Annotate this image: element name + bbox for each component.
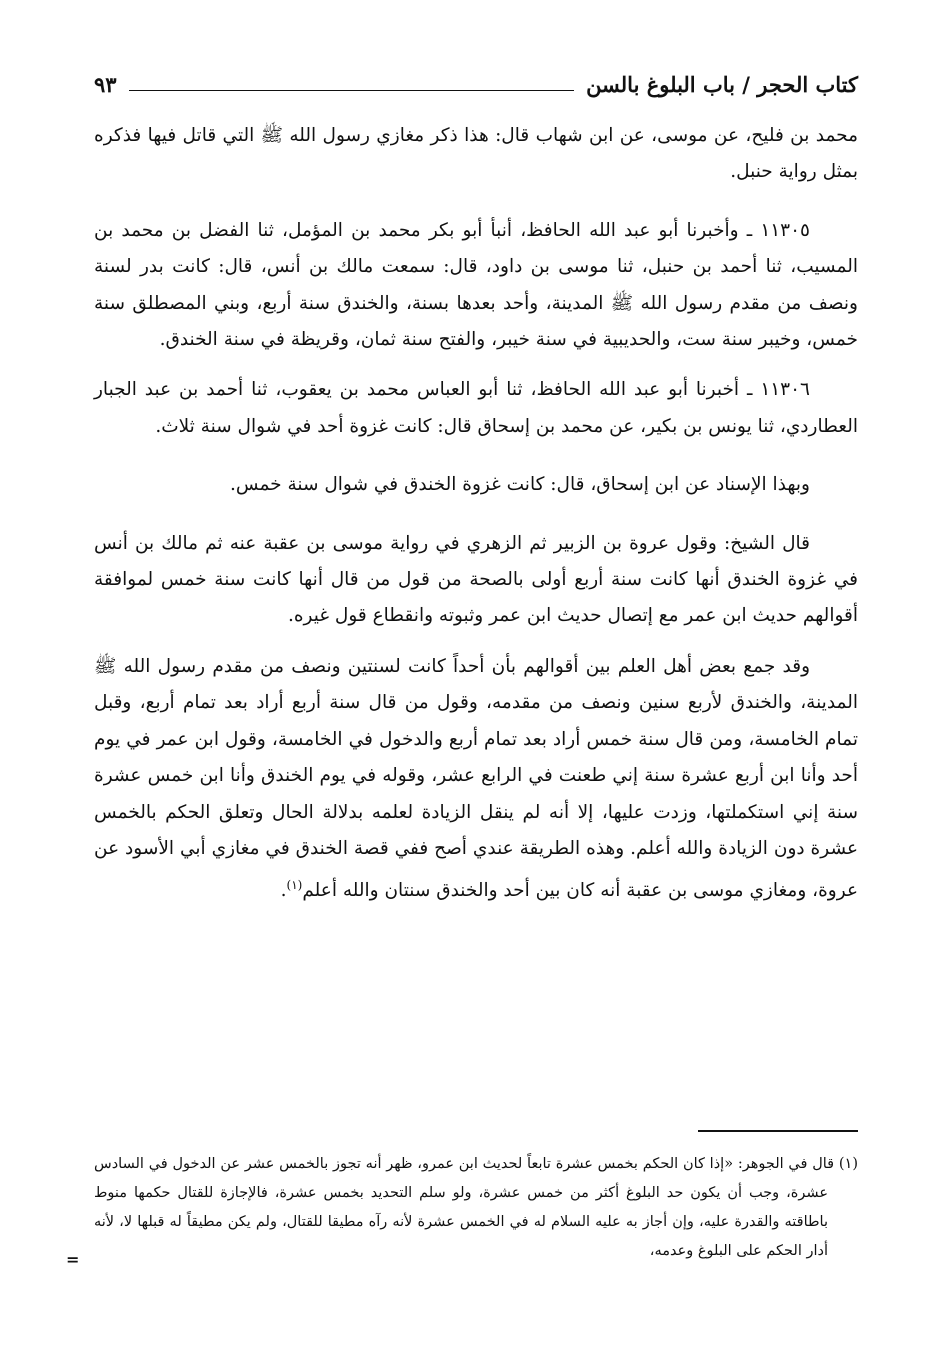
running-title: كتاب الحجر / باب البلوغ بالسن [586, 72, 858, 97]
hadith-11305: ١١٣٠٥ ـ وأخبرنا أبو عبد الله الحافظ، أنبأ أبو بكر محمد بن المؤمل، ثنا الفضل بن محمد بن المسيب، ثنا أحمد بن حنبل، ثنا موسى بن داود، قال: سمعت مالك بن أنس، قال: كانت بدر لسنة ونصف من مقدم رسول الله ﷺ المدينة، وأحد بعدها بسنة، والخندق سنة أربع، وبني المصطلق سنة خمس، وخيبر سنة ست، والحديبية في سنة خيبر، والفتح سنة ثمان، وقريظة في سنة الخندق. [94, 219, 858, 351]
hadith-11306: ١١٣٠٦ ـ أخبرنا أبو عبد الله الحافظ، ثنا أبو العباس محمد بن يعقوب، ثنا أحمد بن عبد الجبار العطاردي، ثنا يونس بن بكير، عن محمد بن إسحاق قال: كانت غزوة أحد في شوال سنة ثلاث. [94, 379, 858, 437]
paragraph-1: محمد بن فليح، عن موسى، عن ابن شهاب قال: هذا ذكر مغازي رسول الله ﷺ التي قاتل فيها فذكره بمثل رواية حنبل. [94, 125, 858, 183]
paragraph-isnad: وبهذا الإسناد عن ابن إسحاق، قال: كانت غزوة الخندق في شوال سنة خمس. [229, 474, 810, 496]
paragraph-reconciliation [94, 649, 858, 910]
footnote-separator [698, 1130, 858, 1132]
footnote-reference: (١) [286, 878, 303, 893]
paragraph-reconciliation-text: وقد جمع بعض أهل العلم بين أقوالهم بأن أحداً كانت لسنتين ونصف من مقدم رسول الله ﷺ المدينة، والخندق لأربع سنين ونصف من مقدمه، وقول من قال سنة أربع أراد بعد تمام أربع، وقبل تمام الخامسة، ومن قال سنة خمس أراد بعد تمام أربع والدخول في الخامسة، وقول ابن عمر في يوم أحد وأنا ابن أربع عشرة سنة إني طعنت في الرابع عشر، وقوله في يوم الخندق وأنا ابن خمس عشرة سنة إني استكملتها، وزدت عليها، إلا أنه لم ينقل الزيادة لعلمه بدلالة الحال وتعلق الحكم بالخمس عشرة دون الزيادة والله أعلم. وهذه الطريقة عندي أصح ففي قصة الخندق في مغازي أبي الأسود عن عروة، ومغازي موسى بن عقبة أنه كان بين أحد والخندق سنتان والله أعلم [94, 655, 858, 902]
paragraph-end-mark: . [280, 880, 287, 902]
main-text [94, 118, 858, 910]
paragraph-shaykh: قال الشيخ: وقول عروة بن الزبير ثم الزهري في رواية موسى بن عقبة عنه ثم مالك بن أنس في غزوة الخندق أنها كانت سنة أربع أولى بالصحة من قول من قال أنها كانت سنة خمس لموافقة أقوالهم حديث ابن عمر مع إتصال حديث ابن عمر وثبوته وانقطاع قول غيره. [94, 532, 858, 627]
continuation-mark: = [66, 1250, 80, 1269]
page-header [94, 62, 858, 100]
header-rule [129, 90, 575, 91]
footnotes [94, 1150, 858, 1266]
footnote-1: (١) قال في الجوهر: «إذا كان الحكم بخمس عشرة تابعاً لحديث ابن عمرو، ظهر أنه تجوز بالخمس عشر عن الدخول في السادس عشرة، وجب أن يكون حد البلوغ أكثر من خمس عشرة، ولو سلم التحديد بخمس عشرة، فالإجازة للقتال حكمها منوط باطاقته والقدرة عليه، وإن أجاز به عليه السلام له في الخمس عشرة لأنه رآه مطيقا للقتال، ولم يكن مطيقاً له قبلها لا، لأنه أدار الحكم على البلوغ وعدمه، [94, 1156, 858, 1259]
page-number: ٩٣ [94, 72, 117, 97]
